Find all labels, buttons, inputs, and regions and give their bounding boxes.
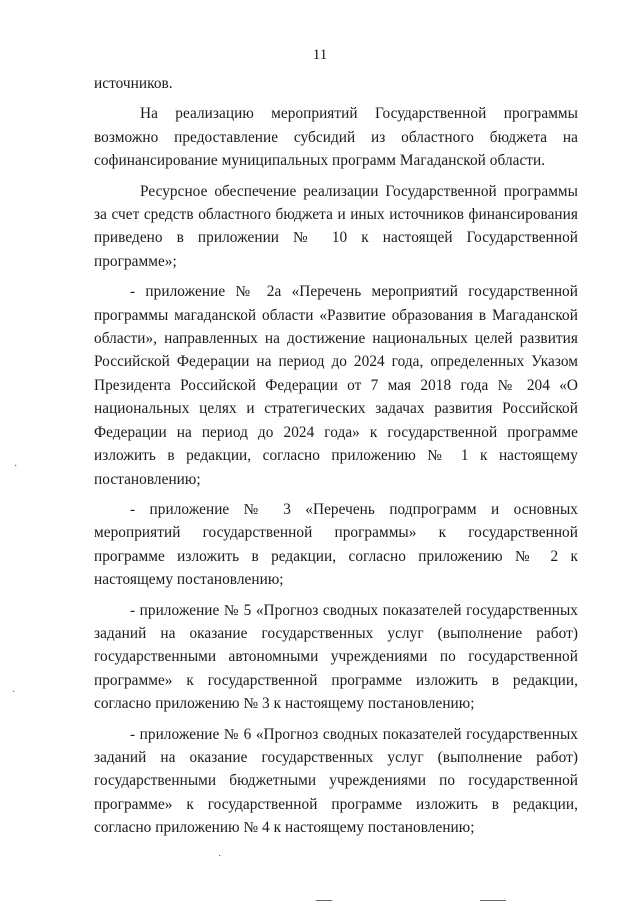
- scan-speck: ·: [14, 461, 18, 472]
- paragraph-continuation: источников.: [94, 75, 173, 92]
- scan-mark: [480, 900, 506, 901]
- scan-mark: [316, 900, 332, 901]
- paragraph-subsidies: На реализацию мероприятий Государственной программы возможно предоставление субсидий из областного бюджета на софинансирование муниципальных программ Магаданской области.: [94, 105, 578, 170]
- paragraph-appendix-5: - приложение № 5 «Прогноз сводных показателей государственных заданий на оказание государственных услуг (выполнение работ) государственными автономными учреждениями по государственной программе» к государственной программе изложить в редакции, согласно приложению № 3 к настоящему постановлению;: [94, 601, 578, 713]
- paragraph-appendix-2a: - приложение № 2а «Перечень мероприятий государственной программы магаданской области «Развитие образования в Магаданской области», направленных на достижение национальных целей развития Российской Федерации на период до 2024 года, определенных Указом Президента Российской Федерации от 7 мая 2018 года № 204 «О национальных целях и стратегических задачах развития Российской Федерации на период до 2024 года» к государственной программе изложить в редакции, согласно приложению № 1 к настоящему постановлению;: [94, 283, 578, 488]
- page-number: 11: [312, 47, 328, 63]
- scan-speck: ·: [218, 851, 222, 862]
- paragraph-resources: Ресурсное обеспечение реализации Государственной программы за счет средств областного бюджета и иных источников финансирования приведено в приложении № 10 к настоящей Государственной программе»;: [94, 182, 578, 270]
- document-body: [94, 72, 578, 840]
- paragraph-appendix-3: - приложение № 3 «Перечень подпрограмм и основных мероприятий государственной программы» к государственной программе изложить в редакции, согласно приложению № 2 к настоящему постановлению;: [94, 500, 578, 589]
- scan-speck: ·: [12, 687, 16, 698]
- paragraph-appendix-6: - приложение № 6 «Прогноз сводных показателей государственных заданий на оказание государственных услуг (выполнение работ) государственными бюджетными учреждениями по государственной программе» к государственной программе изложить в редакции, согласно приложению № 4 к настоящему постановлению;: [94, 725, 578, 837]
